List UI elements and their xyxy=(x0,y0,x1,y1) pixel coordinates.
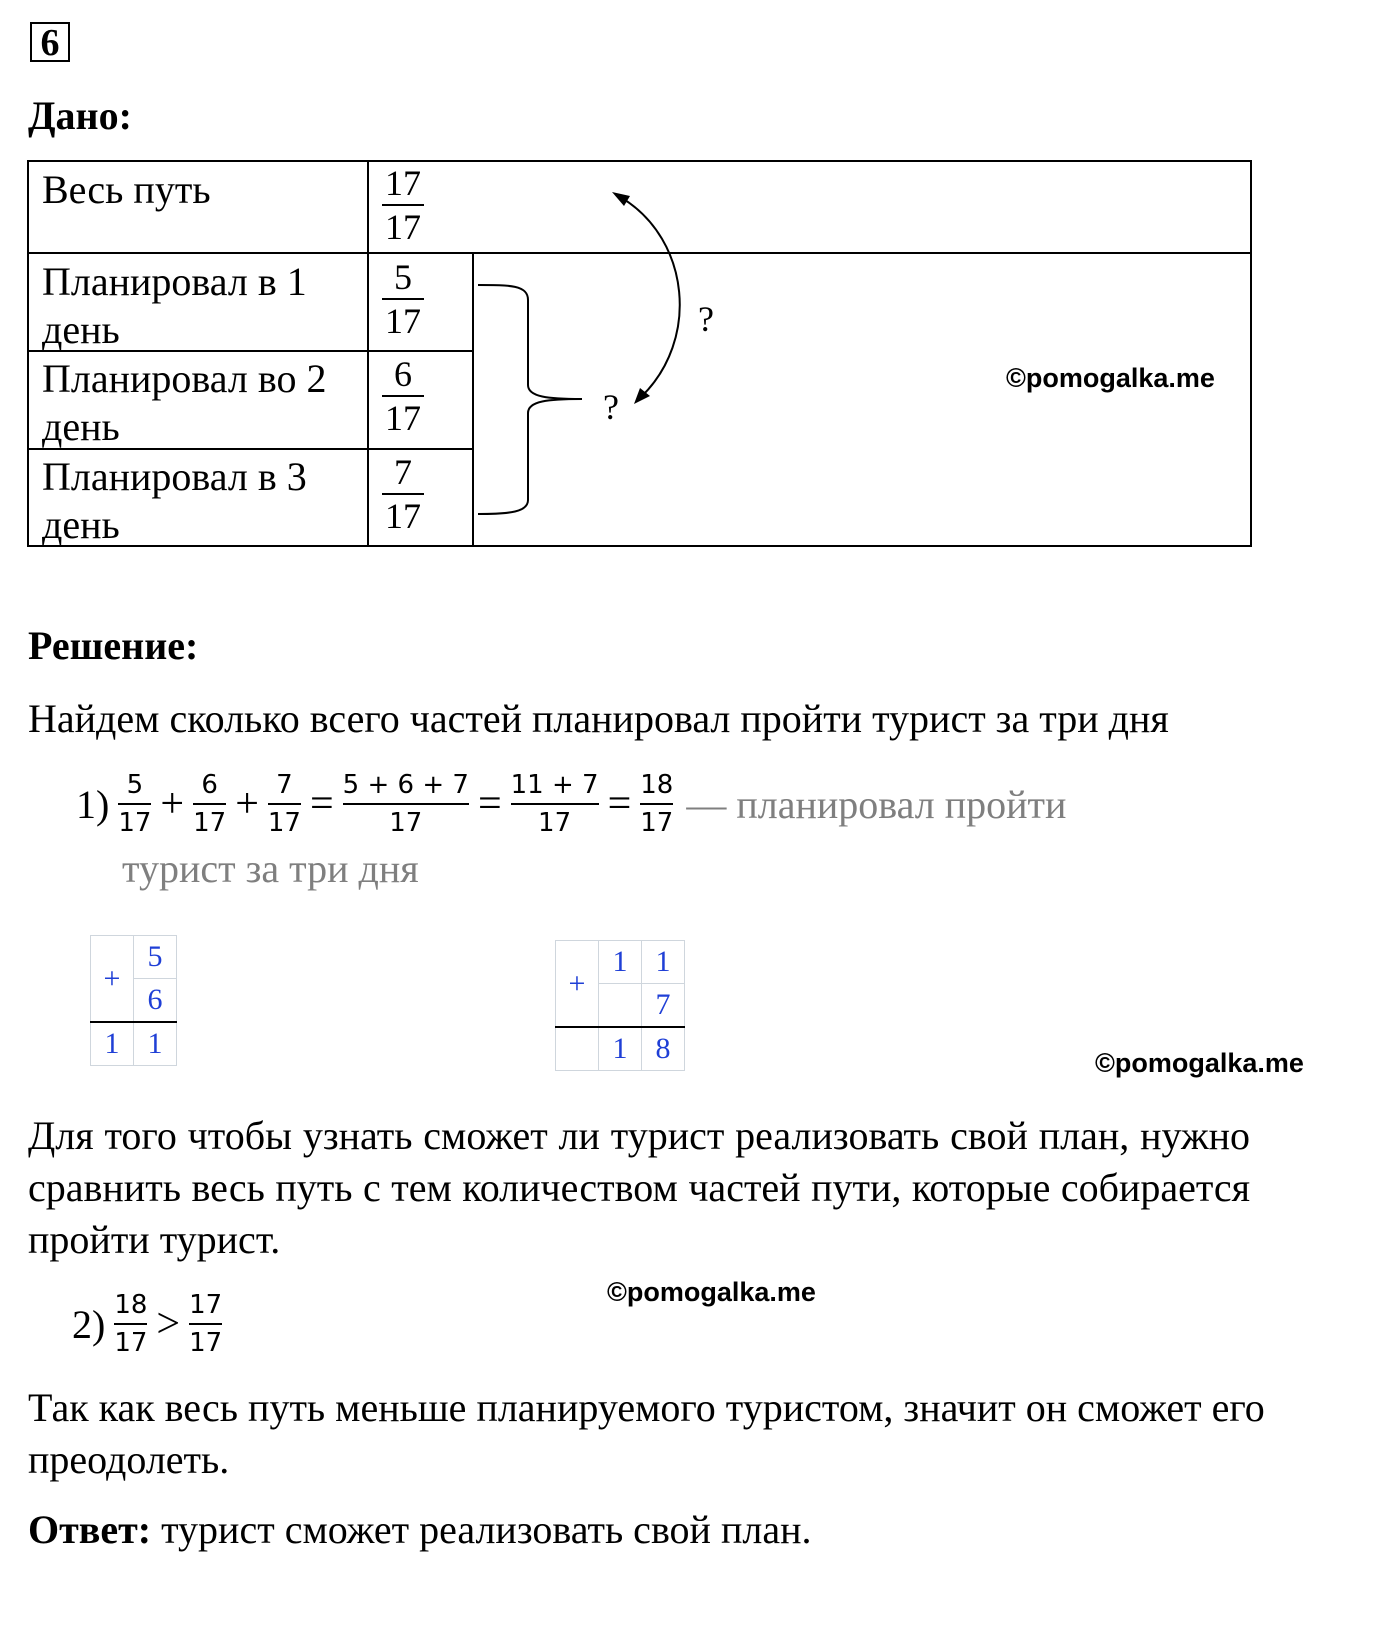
curved-arrow xyxy=(622,198,680,397)
watermark-3: ©pomogalka.me xyxy=(607,1277,816,1307)
step1-fraction-6: $\frac{18}{17}$ xyxy=(640,770,674,838)
solution-paragraph: Для того чтобы узнать сможет ли турист реализовать свой план, нужно сравнить весь путь с тем количеством частей пути, которые собирается пройти турист. xyxy=(28,1113,1250,1262)
step1-fraction-3: $\frac{7}{17}$ xyxy=(267,770,301,838)
column-addition-1 xyxy=(90,935,177,1066)
given-heading: Дано: xyxy=(28,93,132,138)
digit: 1 xyxy=(91,1022,134,1066)
answer xyxy=(28,1503,811,1557)
equals-sign: = xyxy=(607,781,632,827)
digit: 1 xyxy=(134,1022,177,1066)
step1-fraction-2: $\frac{6}{17}$ xyxy=(193,770,227,838)
row-label-day3: Планировал в 3 день xyxy=(42,454,307,547)
step1-comment-line1: — планировал пройти xyxy=(686,781,1067,827)
plus-sign: + xyxy=(235,781,259,827)
empty-cell xyxy=(556,1027,599,1071)
solution-conclusion: Так как весь путь меньше планируемого туристом, значит он сможет его преодолеть. xyxy=(28,1385,1265,1482)
step2-fraction-left: $\frac{18}{17}$ xyxy=(114,1290,148,1358)
fraction-day2: 6 17 xyxy=(382,353,424,439)
step1-index: 1) xyxy=(76,781,110,827)
question-mark-difference: ? xyxy=(698,299,714,339)
empty-cell xyxy=(599,984,642,1028)
digit: 1 xyxy=(599,941,642,984)
step1-fraction-4: $\frac{5 + 6 + 7}{17}$ xyxy=(342,770,469,838)
column-addition-2 xyxy=(555,940,685,1071)
answer-text: турист сможет реализовать свой план. xyxy=(161,1507,812,1552)
question-mark-sum: ? xyxy=(603,387,619,427)
fraction-day3: 7 17 xyxy=(382,451,424,537)
solution-heading: Решение: xyxy=(28,623,199,668)
step2-fraction-right: $\frac{17}{17}$ xyxy=(189,1290,223,1358)
greater-than-sign: > xyxy=(156,1301,181,1347)
row-label-total: Весь путь xyxy=(42,167,211,212)
solution-intro: Найдем сколько всего частей планировал пройти турист за три дня xyxy=(28,696,1169,741)
step1-fraction-1: $\frac{5}{17}$ xyxy=(118,770,152,838)
watermark-1: ©pomogalka.me xyxy=(1006,363,1215,393)
step2-comparison xyxy=(72,1284,225,1364)
answer-label: Ответ: xyxy=(28,1507,152,1552)
equals-sign: = xyxy=(309,781,334,827)
plus-sign: + xyxy=(91,936,134,1023)
step1-comment-line2: турист за три дня xyxy=(122,846,419,891)
curly-brace xyxy=(478,285,582,514)
row-label-day2: Планировал во 2 день xyxy=(42,356,327,449)
digit: 6 xyxy=(134,979,177,1023)
task-number: 6 xyxy=(30,22,70,62)
step1-fraction-5: $\frac{11 + 7}{17}$ xyxy=(510,770,599,838)
plus-sign: + xyxy=(556,941,599,1028)
watermark-2: ©pomogalka.me xyxy=(1095,1048,1304,1078)
row-label-day1: Планировал в 1 день xyxy=(42,259,307,352)
arrow-head-top xyxy=(612,192,630,206)
digit: 1 xyxy=(599,1027,642,1071)
step1-equation xyxy=(76,764,1066,844)
fraction-day1: 5 17 xyxy=(382,256,424,342)
step2-index: 2) xyxy=(72,1301,106,1347)
digit: 5 xyxy=(134,936,177,979)
fraction-total: 17 17 xyxy=(382,162,424,248)
digit: 8 xyxy=(642,1027,685,1071)
plus-sign: + xyxy=(160,781,185,827)
equals-sign: = xyxy=(477,781,502,827)
digit: 1 xyxy=(642,941,685,984)
digit: 7 xyxy=(642,984,685,1028)
